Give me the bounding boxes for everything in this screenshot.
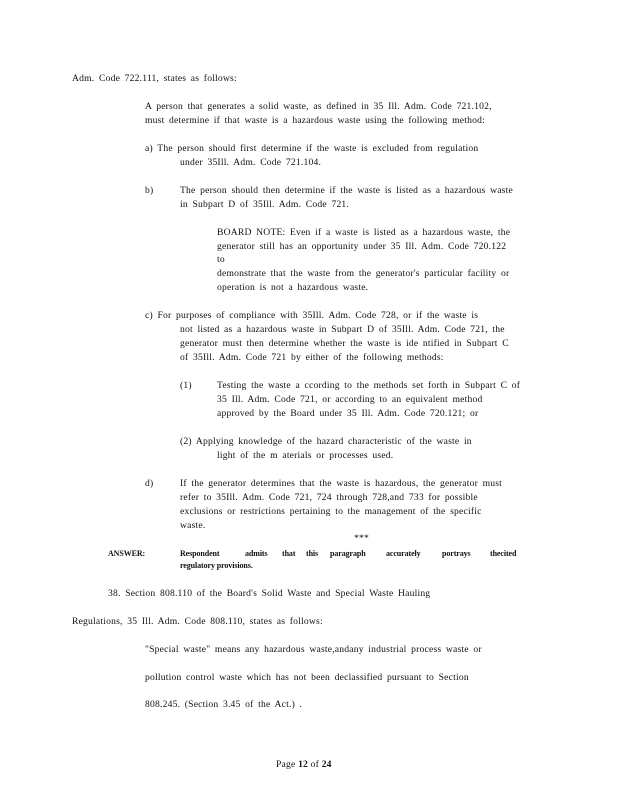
- text-line: waste.: [180, 520, 206, 531]
- footer-page-number: 12: [298, 759, 309, 770]
- text-line: under 35Ill. Adm. Code 721.104.: [180, 157, 322, 168]
- answer-word: paragraph: [330, 549, 366, 558]
- text-line: Adm. Code 722.111, states as follows:: [72, 73, 237, 84]
- text-line: c) For purposes of compliance with 35Ill. Adm. Code 728, or if the waste is: [145, 310, 479, 321]
- text-line: A person that generates a solid waste, as defined in 35 Ill. Adm. Code 721.102,: [145, 101, 492, 112]
- text-line: light of the m aterials or processes used.: [217, 450, 394, 461]
- text-line: generator must then determine whether the waste is ide ntified in Subpart C: [180, 338, 509, 349]
- text-line: not listed as a hazardous waste in Subpart D of 35Ill. Adm. Code 721, the: [180, 324, 505, 335]
- list-marker: d): [145, 478, 154, 489]
- footer-separator: of: [310, 759, 320, 770]
- answer-word: that: [282, 549, 296, 558]
- text-line: a) The person should first determine if the waste is excluded from regulation: [145, 143, 479, 154]
- text-line: must determine if that waste is a hazardous waste using the following method:: [145, 115, 485, 126]
- answer-word: this: [306, 549, 319, 558]
- section-separator: ***: [354, 533, 369, 544]
- quoted-definition-line: "Special waste" means any hazardous waste,andany industrial process waste or: [145, 644, 482, 655]
- paragraph-38-line: 38. Section 808.110 of the Board's Solid Waste and Special Waste Hauling: [108, 588, 431, 599]
- board-note-line: BOARD NOTE: Even if a waste is listed as a hazardous waste, the: [217, 227, 511, 238]
- list-marker: (1): [180, 380, 192, 391]
- text-line: Testing the waste a ccording to the methods set forth in Subpart C of: [217, 380, 521, 391]
- board-note-line: to: [217, 254, 225, 265]
- text-line: refer to 35Ill. Adm. Code 721, 724 through 728,and 733 for possible: [180, 492, 478, 503]
- list-marker: b): [145, 185, 154, 196]
- quoted-definition-line: pollution control waste which has not been declassified pursuant to Section: [145, 672, 469, 683]
- board-note-line: generator still has an opportunity under 35 Ill. Adm. Code 720.122: [217, 241, 507, 252]
- answer-word: admits: [245, 549, 268, 558]
- text-line: of 35Ill. Adm. Code 721 by either of the following methods:: [180, 352, 444, 363]
- board-note-line: operation is not a hazardous waste.: [217, 282, 369, 293]
- footer-prefix: Page: [276, 759, 296, 770]
- text-line: in Subpart D of 35Ill. Adm. Code 721.: [180, 199, 350, 210]
- text-line: If the generator determines that the waste is hazardous, the generator must: [180, 478, 503, 489]
- board-note-line: demonstrate that the waste from the generator's particular facility or: [217, 268, 510, 279]
- answer-word: Respondent: [180, 549, 220, 558]
- text-line: (2) Applying knowledge of the hazard characteristic of the waste in: [180, 436, 472, 447]
- text-line: approved by the Board under 35 Ill. Adm. Code 720.121; or: [217, 408, 479, 419]
- page-footer: [276, 759, 332, 771]
- answer-label: ANSWER:: [108, 549, 146, 558]
- quoted-definition-line: 808.245. (Section 3.45 of the Act.) .: [145, 699, 303, 710]
- answer-word: accurately: [386, 549, 421, 558]
- footer-page-total: 24: [321, 759, 332, 770]
- answer-word: thecited: [490, 549, 517, 558]
- paragraph-38-line: Regulations, 35 Ill. Adm. Code 808.110, states as follows:: [72, 616, 323, 627]
- text-line: exclusions or restrictions pertaining to the management of the specific: [180, 506, 482, 517]
- answer-word: portrays: [442, 549, 471, 558]
- text-line: The person should then determine if the waste is listed as a hazardous waste: [180, 185, 513, 196]
- text-line: 35 Ill. Adm. Code 721, or according to an equivalent method: [217, 394, 483, 405]
- answer-continuation: regulatory provisions.: [180, 561, 253, 570]
